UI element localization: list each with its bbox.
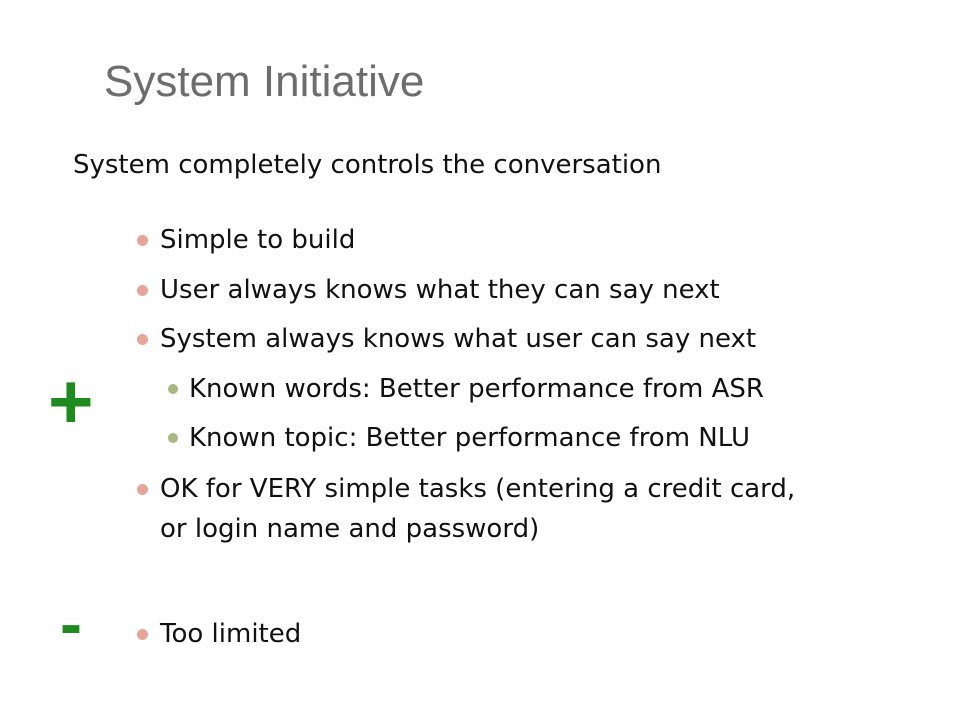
bullet-dot [137,484,148,495]
sub-bullet-dot [168,433,178,443]
bullet-dot [137,334,148,345]
list-item: OK for VERY simple tasks (entering a credit card, [160,474,796,504]
list-item: Too limited [160,619,302,649]
sub-bullet-dot [168,384,178,394]
list-item: User always knows what they can say next [160,275,720,305]
bullet-dot [137,285,148,296]
slide-subtitle: System completely controls the conversation [73,150,662,180]
plus-sign-icon: + [48,357,94,445]
bullet-dot [137,629,148,640]
list-item-continuation: or login name and password) [160,514,540,544]
list-item: Simple to build [160,225,356,255]
sub-list-item: Known topic: Better performance from NLU [189,423,750,453]
minus-sign-icon: - [60,586,82,660]
bullet-dot [137,235,148,246]
sub-list-item: Known words: Better performance from ASR [189,374,764,404]
slide-title: System Initiative [104,57,425,106]
list-item: System always knows what user can say next [160,324,757,354]
